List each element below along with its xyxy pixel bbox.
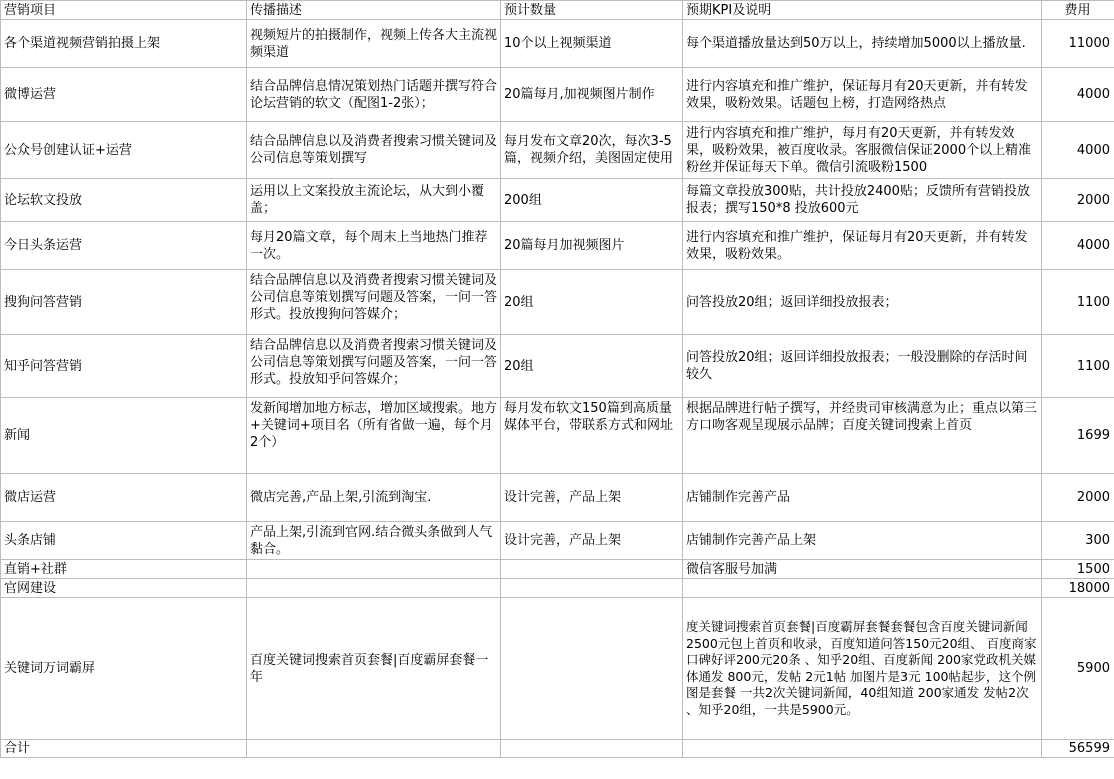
cell-kpi[interactable]: 进行内容填充和推广维护，保证每月有20天更新，并有转发效果，吸粉效果。	[683, 222, 1042, 270]
header-desc[interactable]: 传播描述	[247, 1, 501, 20]
cell-kpi[interactable]: 根据品牌进行帖子撰写，并经贵司审核满意为止；重点以第三方口吻客观呈现展示品牌；百度关键词搜索上首页	[683, 398, 1042, 474]
cell-qty[interactable]: 20篇每月,加视频图片制作	[501, 68, 683, 122]
table-row	[1, 222, 1114, 270]
cell-cost[interactable]: 1100	[1042, 335, 1114, 398]
cell-desc[interactable]: 结合品牌信息情况策划热门话题并撰写符合论坛营销的软文（配图1-2张）；	[247, 68, 501, 122]
table-row	[1, 522, 1114, 560]
cell-item[interactable]: 新闻	[1, 398, 247, 474]
cell-kpi[interactable]: 进行内容填充和推广维护，每月有20天更新，并有转发效果，吸粉效果，被百度收录。客服微信保证2000个以上精准粉丝并保证每天下单。微信引流吸粉1500	[683, 122, 1042, 179]
cell-empty[interactable]	[683, 740, 1042, 758]
cell-empty[interactable]	[247, 740, 501, 758]
cell-item[interactable]: 微店运营	[1, 474, 247, 522]
cell-desc[interactable]: 发新闻增加地方标志，增加区域搜索。地方+关键词+项目名（所有省做一遍，每个月2个）	[247, 398, 501, 474]
cell-empty[interactable]	[501, 740, 683, 758]
cell-desc[interactable]: 每月20篇文章，每个周末上当地热门推荐一次。	[247, 222, 501, 270]
cell-kpi[interactable]: 每个渠道播放量达到50万以上，持续增加5000以上播放量.	[683, 20, 1042, 68]
cell-cost[interactable]: 2000	[1042, 179, 1114, 222]
cell-qty[interactable]: 20组	[501, 270, 683, 335]
cell-desc[interactable]	[247, 579, 501, 598]
cell-desc-text: 结合品牌信息以及消费者搜索习惯关键词及公司信息等策划撰写问题及答案，一问一答形式。投放知乎问答媒介；	[250, 338, 497, 387]
table-row	[1, 179, 1114, 222]
table-row	[1, 579, 1114, 598]
table-row	[1, 474, 1114, 522]
cell-cost[interactable]: 4000	[1042, 222, 1114, 270]
cell-qty[interactable]	[501, 579, 683, 598]
cell-kpi[interactable]: 每篇文章投放300贴，共计投放2400贴；反馈所有营销投放报表；撰写150*8 投放600元	[683, 179, 1042, 222]
cell-qty[interactable]	[501, 560, 683, 579]
cell-cost[interactable]: 18000	[1042, 579, 1114, 598]
total-row	[1, 740, 1114, 758]
cell-cost[interactable]: 1699	[1042, 398, 1114, 474]
cell-cost[interactable]: 1100	[1042, 270, 1114, 335]
table-row	[1, 122, 1114, 179]
table-row	[1, 398, 1114, 474]
header-cost[interactable]: 费用	[1042, 1, 1114, 20]
cell-item[interactable]: 搜狗问答营销	[1, 270, 247, 335]
cell-qty[interactable]: 设计完善，产品上架	[501, 522, 683, 560]
cell-item[interactable]: 官网建设	[1, 579, 247, 598]
cell-qty[interactable]	[501, 598, 683, 740]
cell-desc[interactable]	[247, 270, 501, 335]
cell-desc[interactable]	[247, 335, 501, 398]
cell-item[interactable]: 关键词万词霸屏	[1, 598, 247, 740]
cell-kpi[interactable]: 微信客服号加满	[683, 560, 1042, 579]
cell-kpi[interactable]: 问答投放20组；返回详细投放报表；	[683, 270, 1042, 335]
cell-cost[interactable]: 2000	[1042, 474, 1114, 522]
cell-desc-text: 结合品牌信息以及消费者搜索习惯关键词及公司信息等策划撰写问题及答案，一问一答形式。投放搜狗问答媒介；	[250, 273, 497, 322]
cell-cost[interactable]: 4000	[1042, 68, 1114, 122]
cell-desc[interactable]: 产品上架,引流到官网.结合微头条做到人气黏合。	[247, 522, 501, 560]
cell-kpi[interactable]: 问答投放20组；返回详细投放报表；一般没删除的存活时间较久	[683, 335, 1042, 398]
cell-desc[interactable]: 百度关键词搜索首页套餐|百度霸屏套餐一年	[247, 598, 501, 740]
cell-qty[interactable]: 10个以上视频渠道	[501, 20, 683, 68]
cell-desc[interactable]: 视频短片的拍摄制作，视频上传各大主流视频渠道	[247, 20, 501, 68]
header-row	[1, 1, 1114, 20]
cell-item[interactable]: 各个渠道视频营销拍摄上架	[1, 20, 247, 68]
table-row	[1, 20, 1114, 68]
cell-cost[interactable]: 1500	[1042, 560, 1114, 579]
cell-qty[interactable]: 每月发布软文150篇到高质量媒体平台，带联系方式和网址	[501, 398, 683, 474]
cell-item[interactable]: 头条店铺	[1, 522, 247, 560]
cell-kpi[interactable]: 店铺制作完善产品	[683, 474, 1042, 522]
cell-qty[interactable]: 20篇每月加视频图片	[501, 222, 683, 270]
cell-kpi[interactable]	[683, 579, 1042, 598]
table-row	[1, 560, 1114, 579]
table-row	[1, 335, 1114, 398]
cell-item[interactable]: 直销+社群	[1, 560, 247, 579]
cell-qty[interactable]: 20组	[501, 335, 683, 398]
header-item[interactable]: 营销项目	[1, 1, 247, 20]
total-label[interactable]: 合计	[1, 740, 247, 758]
header-qty[interactable]: 预计数量	[501, 1, 683, 20]
cell-cost[interactable]: 4000	[1042, 122, 1114, 179]
cell-item[interactable]: 公众号创建认证+运营	[1, 122, 247, 179]
total-cost[interactable]: 56599	[1042, 740, 1114, 758]
cell-cost[interactable]: 5900	[1042, 598, 1114, 740]
cell-item[interactable]: 今日头条运营	[1, 222, 247, 270]
cell-desc[interactable]: 结合品牌信息以及消费者搜索习惯关键词及公司信息等策划撰写	[247, 122, 501, 179]
cell-desc[interactable]: 运用以上文案投放主流论坛，从大到小覆盖；	[247, 179, 501, 222]
cell-qty[interactable]: 200组	[501, 179, 683, 222]
cell-item[interactable]: 论坛软文投放	[1, 179, 247, 222]
cell-kpi[interactable]: 度关键词搜索首页套餐|百度霸屏套餐套餐包含百度关键词新闻 2500元包上首页和收录，百度知道问答150元20组、 百度商家口碑好评200元20条 、知乎20组、百度新闻 200家党政机关媒体通发 800元，发帖 2元1帖 加图片是3元 100帖起步，这个例图是套餐 一共2次关键词新闻，40组知道 200家通发 发帖2次 、知乎20组，一共是5900元。	[683, 598, 1042, 740]
table-row	[1, 270, 1114, 335]
cell-kpi[interactable]: 进行内容填充和推广维护，保证每月有20天更新，并有转发效果，吸粉效果。话题包上榜，打造网络热点	[683, 68, 1042, 122]
table-row	[1, 68, 1114, 122]
cell-item[interactable]: 微博运营	[1, 68, 247, 122]
header-kpi[interactable]: 预期KPI及说明	[683, 1, 1042, 20]
cell-desc[interactable]	[247, 560, 501, 579]
cell-qty[interactable]: 每月发布文章20次，每次3-5篇，视频介绍，美图固定使用	[501, 122, 683, 179]
cell-kpi[interactable]: 店铺制作完善产品上架	[683, 522, 1042, 560]
table-row	[1, 598, 1114, 740]
cell-cost[interactable]: 11000	[1042, 20, 1114, 68]
cell-cost[interactable]: 300	[1042, 522, 1114, 560]
cell-desc[interactable]: 微店完善,产品上架,引流到淘宝.	[247, 474, 501, 522]
cell-item[interactable]: 知乎问答营销	[1, 335, 247, 398]
cell-qty[interactable]: 设计完善，产品上架	[501, 474, 683, 522]
